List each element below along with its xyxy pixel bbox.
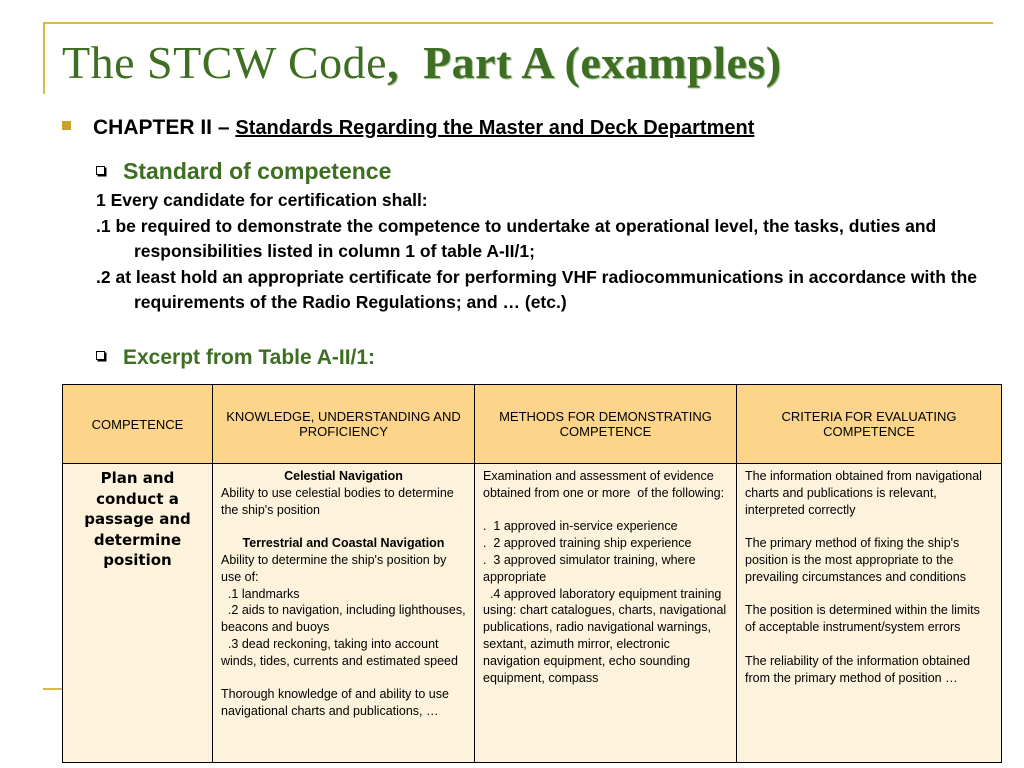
spacer xyxy=(745,586,993,603)
body-text xyxy=(96,188,996,316)
table-row xyxy=(63,464,1002,763)
table-header-row xyxy=(63,385,1002,464)
body-line: .1 be required to demonstrate the competence to undertake at operational level, the tasks, duties and responsibilities listed in column 1 of table A-II/1; xyxy=(96,215,937,261)
frame-top-line xyxy=(43,22,993,24)
standard-heading-row xyxy=(96,158,391,185)
spacer xyxy=(745,518,993,535)
criteria-cell xyxy=(737,464,1002,763)
frame-bottom-tick xyxy=(43,688,63,690)
spacer xyxy=(221,670,466,687)
competence-cell: Plan and conduct a passage and determine position xyxy=(63,464,213,763)
header-knowledge: KNOWLEDGE, UNDERSTANDING AND PROFICIENCY xyxy=(213,385,475,464)
standard-heading: Standard of competence xyxy=(123,158,392,184)
title-part-1: The STCW Code xyxy=(62,37,388,88)
title-comma: , xyxy=(387,37,400,88)
criteria-item: The primary method of fixing the ship's position is the most appropriate to the prevailing circumstances and conditions xyxy=(745,536,966,584)
chapter-subtitle: Standards Regarding the Master and Deck Department xyxy=(235,117,755,139)
chapter-label: CHAPTER II – xyxy=(93,116,236,139)
spacer xyxy=(483,502,728,519)
header-competence: COMPETENCE xyxy=(63,385,213,464)
celestial-text: Ability to use celestial bodies to determine the ship's position xyxy=(221,485,458,517)
hollow-square-bullet-icon xyxy=(96,166,105,175)
body-line: .2 at least hold an appropriate certificate for performing VHF radiocommunications in accordance with the requirements of the Radio Regulations; and … (etc.) xyxy=(96,266,978,312)
body-line: 1 Every candidate for certification shall: xyxy=(96,190,428,210)
hollow-square-bullet-icon xyxy=(96,351,105,360)
celestial-title: Celestial Navigation xyxy=(284,469,403,483)
criteria-item: The reliability of the information obtained from the primary method of position … xyxy=(745,653,974,685)
header-methods: METHODS FOR DEMONSTRATING COMPETENCE xyxy=(475,385,737,464)
excerpt-heading-row xyxy=(96,346,375,370)
spacer xyxy=(745,636,993,653)
methods-items: . 1 approved in-service experience . 2 approved training ship experience . 3 approved simulator training, where appropriate .4 approved laboratory equipment training using: chart catalogues, charts, navigational publications, radio navigational warnings, sextant, azimuth mirror, electronic navigation equipment, echo sounding equipment, compass xyxy=(483,519,727,685)
terrestrial-text: Ability to determine the ship's position by use of: .1 landmarks .2 aids to navigation, including lighthouses, beacons and buoys .3 dead reckoning, taking into account winds, tides, currents and estimated speed xyxy=(221,552,466,668)
knowledge-cell xyxy=(213,464,475,763)
frame-left-line xyxy=(43,22,45,94)
title-part-2: Part A (examples) xyxy=(423,37,782,88)
charts-text: Thorough knowledge of and ability to use navigational charts and publications, … xyxy=(221,687,453,719)
excerpt-heading: Excerpt from Table A-II/1: xyxy=(123,346,376,369)
chapter-bullet xyxy=(62,116,754,140)
spacer xyxy=(221,518,466,535)
header-criteria: CRITERIA FOR EVALUATING COMPETENCE xyxy=(737,385,1002,464)
criteria-item: The information obtained from navigational charts and publications is relevant, interpreted correctly xyxy=(745,469,986,517)
table-a-ii-1 xyxy=(62,384,1002,763)
criteria-item: The position is determined within the limits of acceptable instrument/system errors xyxy=(745,603,984,635)
slide-title xyxy=(62,36,782,89)
methods-cell xyxy=(475,464,737,763)
square-bullet-icon xyxy=(62,121,71,130)
terrestrial-title: Terrestrial and Coastal Navigation xyxy=(242,536,445,551)
methods-intro: Examination and assessment of evidence obtained from one or more of the following: xyxy=(483,469,725,500)
